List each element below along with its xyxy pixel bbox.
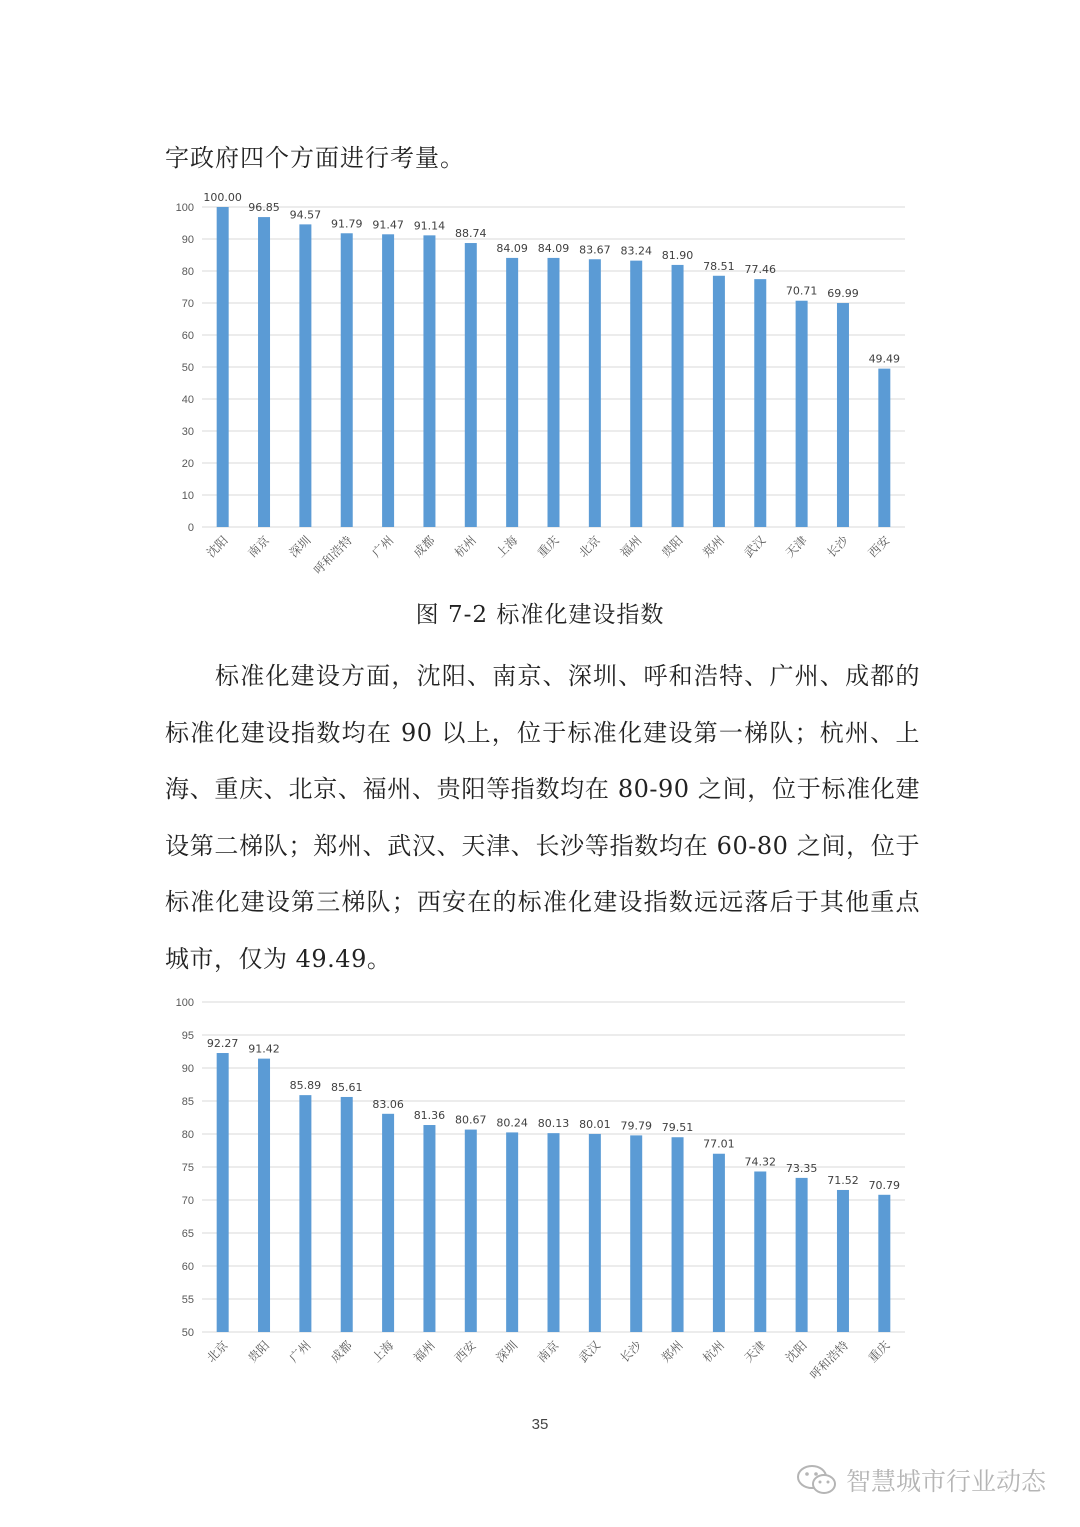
chart1-bar bbox=[548, 258, 560, 527]
chart2-bar bbox=[589, 1134, 601, 1332]
chart1-xtick-label: 天津 bbox=[782, 533, 810, 561]
chart2-bar bbox=[217, 1053, 229, 1332]
chart1-xtick-label: 深圳 bbox=[286, 533, 314, 561]
chart1-bar bbox=[258, 217, 270, 527]
chart2-bar bbox=[506, 1132, 518, 1332]
chart1-data-label: 100.00 bbox=[203, 191, 242, 204]
chart1-data-label: 88.74 bbox=[455, 227, 487, 241]
chart2-ytick-label: 80 bbox=[181, 1129, 194, 1141]
chart1-ytick-label: 0 bbox=[187, 522, 194, 534]
chart2-ytick-label: 50 bbox=[181, 1327, 194, 1339]
chart2-xtick-label: 天津 bbox=[741, 1338, 769, 1366]
chart2-data-label: 85.89 bbox=[289, 1079, 322, 1093]
chart1-data-label: 70.71 bbox=[785, 284, 818, 298]
chart2-data-label: 85.61 bbox=[330, 1080, 363, 1094]
chart2-data-label: 77.01 bbox=[703, 1137, 735, 1151]
chart1-xtick-label: 西安 bbox=[865, 533, 893, 561]
chart1-bar bbox=[754, 279, 766, 527]
chart2-bar bbox=[382, 1114, 394, 1332]
chart2-xtick-label: 贵阳 bbox=[245, 1338, 273, 1366]
chart1-ytick-label: 50 bbox=[181, 362, 194, 374]
chart2-xtick-label: 武汉 bbox=[576, 1338, 603, 1366]
chart1-data-label: 84.09 bbox=[537, 241, 570, 255]
chart1-xtick-label: 杭州 bbox=[452, 533, 479, 561]
chart1-ytick-label: 80 bbox=[181, 266, 194, 278]
chart2-bar bbox=[548, 1133, 560, 1332]
chart1-xtick-label: 武汉 bbox=[741, 533, 769, 561]
chart2-bar bbox=[672, 1137, 684, 1332]
chart2-xtick-label: 重庆 bbox=[865, 1338, 893, 1366]
chart1-data-label: 94.57 bbox=[289, 208, 322, 222]
chart2-bar bbox=[713, 1154, 725, 1332]
figure-caption: 图 7-2 标准化建设指数 bbox=[415, 602, 665, 628]
chart1-xtick-label: 郑州 bbox=[700, 533, 728, 561]
chart1-bar bbox=[382, 234, 394, 527]
chart1-data-label: 77.46 bbox=[744, 263, 777, 277]
chart1-bar bbox=[299, 224, 311, 527]
page-number: 35 bbox=[531, 1416, 549, 1433]
chart2-xtick-label: 福州 bbox=[410, 1338, 438, 1366]
chart1-ytick-label: 100 bbox=[175, 202, 194, 214]
chart1-data-label: 83.67 bbox=[579, 243, 611, 257]
chart2-ytick-label: 100 bbox=[175, 997, 194, 1009]
chart2-ytick-label: 75 bbox=[181, 1162, 194, 1174]
chart2-data-label: 80.13 bbox=[537, 1117, 570, 1131]
chart2-data-label: 70.79 bbox=[868, 1178, 901, 1192]
chart1-bar bbox=[506, 258, 518, 527]
chart2-bar bbox=[258, 1059, 270, 1332]
chart1-data-label: 84.09 bbox=[496, 241, 528, 255]
chart2-xtick-label: 成都 bbox=[327, 1338, 355, 1366]
chart2-xtick-label: 南京 bbox=[534, 1338, 562, 1366]
chart-svg-1 bbox=[160, 190, 920, 585]
chart1-xtick-label: 成都 bbox=[410, 533, 438, 561]
next-index-chart bbox=[160, 985, 920, 1400]
chart2-bar bbox=[837, 1190, 849, 1332]
chart1-data-label: 96.85 bbox=[248, 201, 280, 215]
chart1-data-label: 69.99 bbox=[827, 287, 859, 301]
chart2-xtick-label: 广州 bbox=[286, 1338, 314, 1366]
chart2-bar bbox=[299, 1095, 311, 1332]
chart2-data-label: 79.51 bbox=[661, 1121, 694, 1135]
chart1-bar bbox=[341, 233, 353, 527]
chart1-bar bbox=[796, 301, 808, 527]
chart1-bar bbox=[423, 235, 435, 527]
chart1-ytick-label: 20 bbox=[181, 458, 194, 470]
chart2-data-label: 74.32 bbox=[744, 1155, 777, 1169]
chart1-data-label: 91.14 bbox=[413, 219, 446, 233]
preceding-text-line: 字政府四个方面进行考量。 bbox=[165, 144, 465, 172]
chart1-xtick-label: 广州 bbox=[369, 533, 397, 561]
chart1-xtick-label: 福州 bbox=[617, 533, 645, 561]
chart2-ytick-label: 55 bbox=[181, 1294, 194, 1306]
chart2-data-label: 80.67 bbox=[455, 1113, 487, 1127]
chart1-xtick-label: 沈阳 bbox=[203, 533, 231, 561]
chart2-bar bbox=[754, 1171, 766, 1332]
chart2-bar bbox=[878, 1195, 890, 1332]
chart2-bar bbox=[796, 1178, 808, 1332]
chart1-bar bbox=[878, 369, 890, 527]
chart1-xtick-label: 南京 bbox=[245, 533, 273, 561]
chart2-data-label: 81.36 bbox=[413, 1109, 446, 1123]
chart-svg-2 bbox=[160, 985, 920, 1400]
chart1-data-label: 91.47 bbox=[372, 218, 404, 232]
chart2-data-label: 92.27 bbox=[206, 1037, 239, 1051]
chart1-ytick-label: 90 bbox=[181, 234, 194, 246]
chart2-xtick-label: 郑州 bbox=[658, 1338, 686, 1366]
chart2-bar bbox=[341, 1097, 353, 1332]
chart2-ytick-label: 90 bbox=[181, 1063, 194, 1075]
chart1-xtick-label: 呼和浩特 bbox=[311, 533, 355, 578]
chart2-bar bbox=[423, 1125, 435, 1332]
standardization-index-chart bbox=[160, 190, 920, 585]
chart2-data-label: 91.42 bbox=[248, 1042, 280, 1056]
chart1-ytick-label: 40 bbox=[181, 394, 194, 406]
chart2-xtick-label: 呼和浩特 bbox=[807, 1338, 852, 1383]
chart1-bar bbox=[837, 303, 849, 527]
chart1-bar bbox=[672, 265, 684, 527]
chart1-bar bbox=[713, 276, 725, 527]
chart2-data-label: 80.01 bbox=[579, 1117, 611, 1131]
chart1-bar bbox=[217, 207, 229, 527]
chart2-data-label: 73.35 bbox=[785, 1161, 818, 1175]
watermark-text: 智慧城市行业动态 bbox=[845, 1467, 1046, 1496]
chart1-xtick-label: 贵阳 bbox=[658, 533, 686, 561]
chart1-xtick-label: 北京 bbox=[576, 533, 603, 561]
chart1-xtick-label: 重庆 bbox=[534, 533, 562, 561]
body-paragraph: 标准化建设方面，沈阳、南京、深圳、呼和浩特、广州、成都的标准化建设指数均在 90 以上，位于标准化建设第一梯队；杭州、上海、重庆、北京、福州、贵阳等指数均在 80-90 之间，位于标准化建设第二梯队；郑州、武汉、天津、长沙等指数均在 60-80 之间，位于标准化建设第三梯队；西安在的标准化建设指数远远落后于其他重点城市，仅为 49.49。 bbox=[165, 662, 920, 973]
chart2-xtick-label: 杭州 bbox=[700, 1338, 728, 1366]
chart2-xtick-label: 深圳 bbox=[493, 1338, 521, 1366]
chart2-xtick-label: 长沙 bbox=[617, 1338, 645, 1366]
chart2-ytick-label: 95 bbox=[181, 1030, 194, 1042]
chart2-bar bbox=[630, 1135, 642, 1332]
chart2-data-label: 79.79 bbox=[620, 1119, 652, 1133]
chart1-data-label: 91.79 bbox=[330, 217, 363, 231]
chart2-ytick-label: 60 bbox=[181, 1261, 194, 1273]
watermark bbox=[796, 1460, 1046, 1500]
chart2-ytick-label: 70 bbox=[181, 1195, 194, 1207]
chart1-data-label: 49.49 bbox=[868, 352, 901, 366]
chart2-xtick-label: 上海 bbox=[369, 1338, 397, 1366]
chart1-data-label: 83.24 bbox=[620, 244, 652, 258]
chart1-ytick-label: 70 bbox=[181, 298, 194, 310]
chart1-bar bbox=[589, 259, 601, 527]
chart2-xtick-label: 西安 bbox=[452, 1338, 479, 1366]
chart2-data-label: 71.52 bbox=[827, 1173, 859, 1187]
chart1-data-label: 81.90 bbox=[661, 248, 694, 262]
chart1-ytick-label: 10 bbox=[181, 490, 194, 502]
chart1-ytick-label: 30 bbox=[181, 426, 194, 438]
wechat-icon bbox=[796, 1463, 838, 1497]
chart1-xtick-label: 上海 bbox=[493, 533, 521, 561]
chart2-xtick-label: 北京 bbox=[203, 1338, 231, 1366]
chart1-xtick-label: 长沙 bbox=[824, 533, 852, 561]
chart2-xtick-label: 沈阳 bbox=[782, 1338, 810, 1366]
chart2-data-label: 83.06 bbox=[372, 1097, 404, 1111]
chart1-data-label: 78.51 bbox=[703, 259, 735, 273]
chart2-bar bbox=[465, 1130, 477, 1332]
chart2-data-label: 80.24 bbox=[496, 1116, 528, 1130]
chart2-ytick-label: 65 bbox=[181, 1228, 194, 1240]
chart1-bar bbox=[465, 243, 477, 527]
chart1-ytick-label: 60 bbox=[181, 330, 194, 342]
chart2-ytick-label: 85 bbox=[181, 1096, 194, 1108]
chart1-bar bbox=[630, 261, 642, 527]
